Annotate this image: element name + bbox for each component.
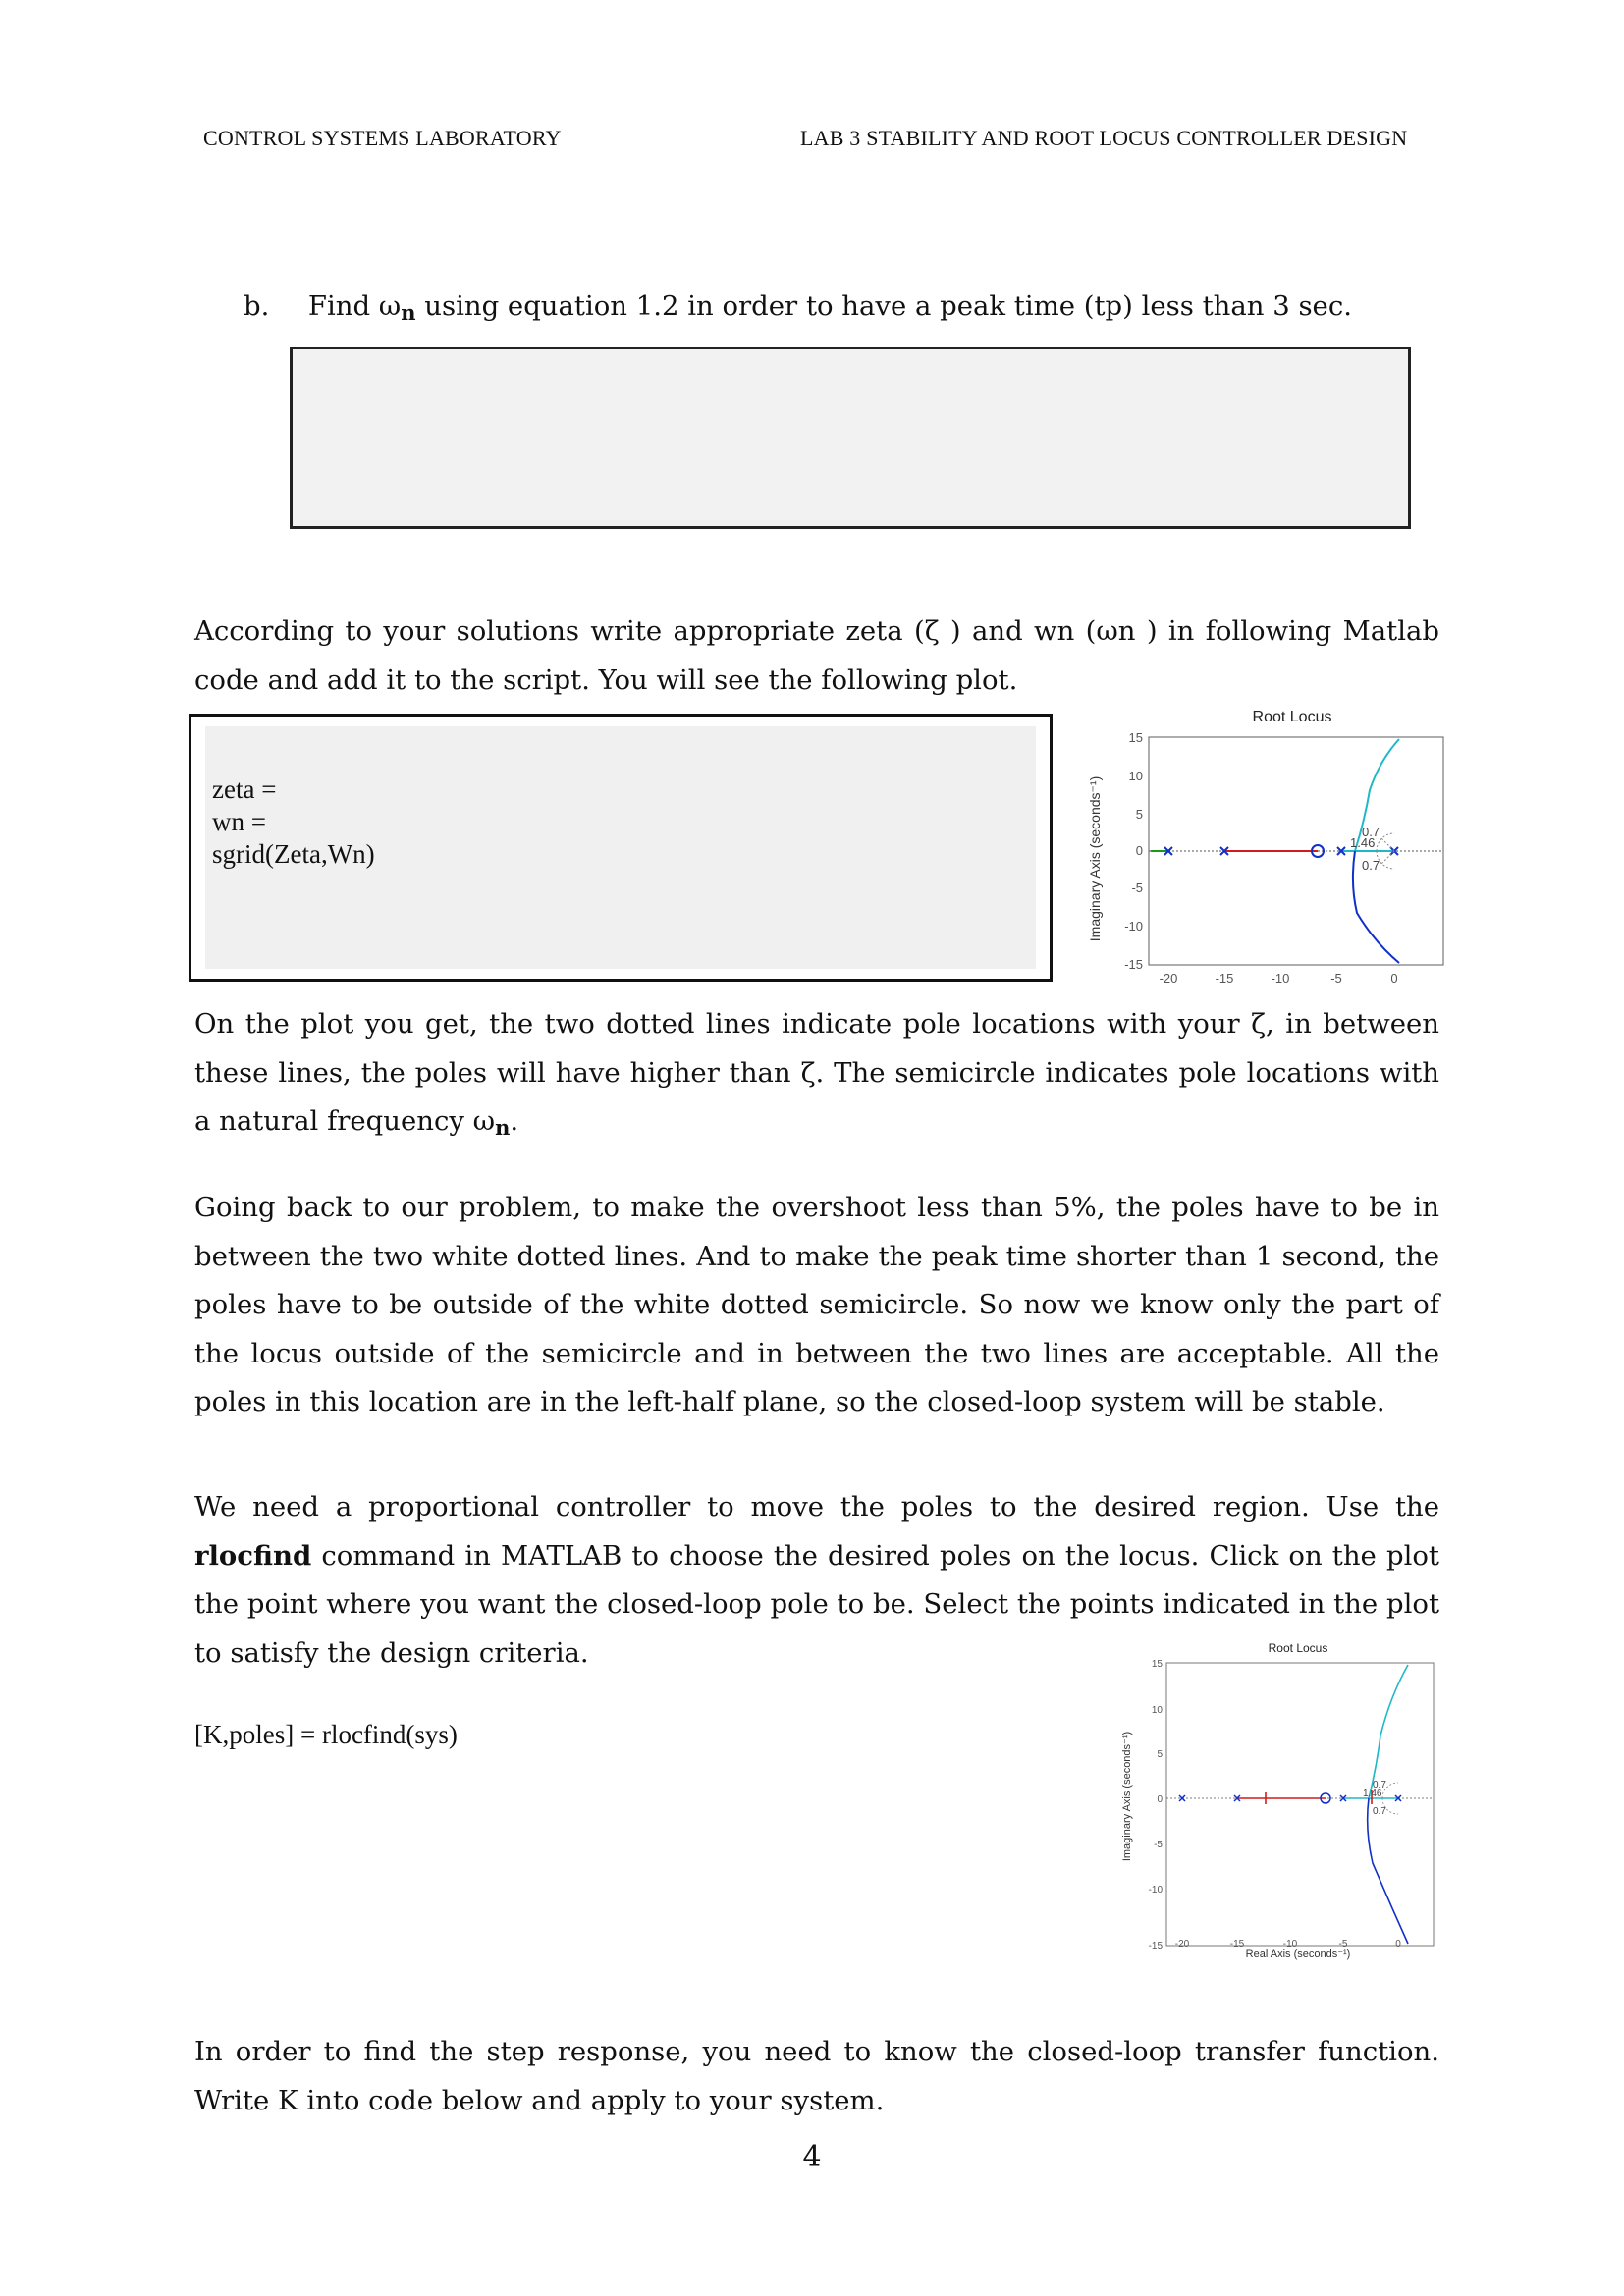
code-line-3: sgrid(Zeta,Wn) [212,839,375,869]
plot1-annot-zeta-lower: 0.7 [1362,858,1380,873]
plot2-ytick-m10: -10 [1148,1885,1163,1896]
plot1-xtick-m5: -5 [1330,971,1342,986]
plot1-ytick-10: 10 [1128,769,1143,783]
item-b-marker: b. [244,291,270,322]
plot1-ylabel: Imaginary Axis (seconds⁻¹) [1087,775,1103,942]
para-controller-after: command in MATLAB to choose the desired poles on the locus. Click on the plot the point where you want the closed-loop pole to be. Select the points indicated in the plot to satisfy the design criteria. [194,1539,1439,1669]
plot1-xtick-m20: -20 [1159,971,1178,986]
plot1-ytick-m10: -10 [1124,919,1143,934]
root-locus-plot-2 [1115,1637,1449,1971]
answer-box[interactable] [290,347,1411,529]
plot1-ytick-m15: -15 [1124,957,1143,972]
plot1-ytick-m5: -5 [1131,881,1143,895]
item-b-subscript: n [401,300,416,325]
plot1-xtick-m15: -15 [1215,971,1234,986]
header-left: CONTROL SYSTEMS LABORATORY [203,126,562,150]
plot2-xtick-0: 0 [1395,1939,1401,1949]
plot2-ylabel: Imaginary Axis (seconds⁻¹) [1121,1731,1133,1862]
plot2-ytick-15: 15 [1151,1659,1163,1670]
rlocfind-keyword: rlocfind [194,1539,312,1572]
plot1-ytick-5: 5 [1135,807,1143,822]
plot1-title: Root Locus [1252,709,1332,725]
para-plot-explain-sub: n [495,1115,511,1140]
para-plot-explain-end: . [510,1105,519,1137]
para-controller-before: We need a proportional controller to move the poles to the desired region. Use the [194,1491,1439,1522]
plot2-axes [1166,1663,1434,1946]
plot2-ytick-m15: -15 [1148,1941,1163,1951]
plot1-ytick-15: 15 [1128,730,1143,745]
para-intro: According to your solutions write appropriate zeta (ζ ) and wn (ωn ) in following Matlab code and add it to the script. You will see the following plot. [194,615,1439,696]
para-step: In order to find the step response, you need to know the closed-loop transfer function. Write K into code below and apply to your system. [194,2036,1439,2116]
code-line-2: wn = [212,807,266,836]
plot2-ytick-0: 0 [1157,1794,1163,1805]
plot1-annot-wn: 1.46 [1350,835,1376,850]
para-going-back: Going back to our problem, to make the overshoot less than 5%, the poles have to be in between the two white dotted lines. And to make the peak time shorter than 1 second, the poles have to be outside of the white dotted semicircle. So now we know only the part of the locus outside of the semicircle and in between the two lines are acceptable. All the poles in this location are in the left-half plane, so the closed-loop system will be stable. [194,1192,1439,1417]
rlocfind-code: [K,poles] = rlocfind(sys) [194,1720,458,1749]
plot2-annot-zeta-upper: 0.7 [1373,1780,1386,1790]
plot2-ytick-10: 10 [1151,1705,1163,1716]
code-line-1: zeta = [212,774,277,804]
plot1-xtick-m10: -10 [1271,971,1290,986]
para-plot-explain [194,1000,1439,1152]
plot2-ytick-5: 5 [1157,1749,1163,1760]
header-right: LAB 3 STABILITY AND ROOT LOCUS CONTROLLER DESIGN [800,126,1408,150]
plot2-annot-zeta-lower: 0.7 [1373,1806,1386,1817]
code-block[interactable] [189,714,1053,982]
item-b-text-before: Find ω [307,291,402,322]
para-plot-explain-text: On the plot you get, the two dotted lines indicate pole locations with your ζ, in between these lines, the poles will have higher than ζ. The semicircle indicates pole locations with a natural frequency ω [194,1008,1439,1137]
item-b-text-after: using equation 1.2 in order to have a peak time (tp) less than 3 sec. [415,291,1352,322]
plot2-title: Root Locus [1268,1641,1328,1655]
root-locus-plot-1 [1070,702,1453,996]
item-b [244,287,1352,333]
plot2-xtick-m5: -5 [1338,1939,1348,1949]
plot1-ytick-0: 0 [1135,843,1143,858]
plot2-xtick-m15: -15 [1229,1939,1245,1949]
plot1-xtick-0: 0 [1390,971,1398,986]
plot2-xtick-m20: -20 [1174,1939,1190,1949]
plot2-ytick-m5: -5 [1154,1840,1163,1850]
plot1-annot-zeta-upper: 0.7 [1362,825,1380,839]
plot2-annot-wn: 1.46 [1363,1789,1382,1799]
code-block-inner [205,726,1036,969]
plot2-xtick-m10: -10 [1282,1939,1298,1949]
plot2-xlabel: Real Axis (seconds⁻¹) [1245,1949,1351,1960]
page-number: 4 [802,2140,822,2174]
